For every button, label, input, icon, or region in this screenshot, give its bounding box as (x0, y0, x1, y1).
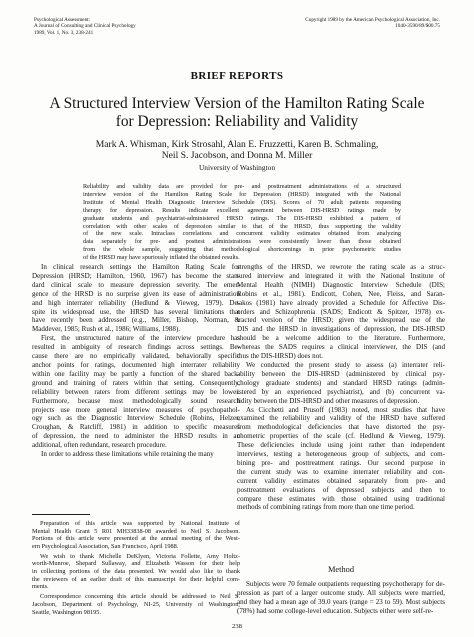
abstract (83, 183, 401, 262)
text-line: As Cicchetti and Prusoff (1983) noted, most studies that have (246, 405, 445, 414)
text-line: ogy such as the Diagnostic Interview Schedule (Robins, Helzer, (32, 414, 240, 423)
footnote-line: ern Psychological Association, San Francisco, April 1988. (32, 542, 179, 550)
text-line: Robins et al., 1981). Endicott, Cohen, Nee, Fleiss, and Saran- (237, 289, 445, 298)
text-line: resulted in ambiguity of research findings across settings. Be- (32, 343, 240, 352)
copyright-line: Copyright 1989 by the American Psychological Association, Inc. (305, 17, 440, 23)
footnote-line: Seattle, Washington 98195. (32, 608, 101, 616)
copyright-notice (220, 17, 440, 30)
text-line: spite its widespread use, the HRSD has several limitations that (32, 307, 240, 316)
abstract-line: interview version of the Hamilton Rating Scale for Depression (HRSD) integrated with the National (83, 190, 401, 198)
text-line: dard clinical scale to measure depression severity. The emer- (32, 280, 240, 289)
abstract-line: therapy for depression. Results indicate excellent agreement between DIS-HRSD ratings made by (83, 206, 401, 214)
text-line: Depression (HRSD; Hamilton, 1960, 1967) has become the stan- (32, 271, 240, 280)
footnote-rule (32, 514, 90, 515)
footnote-line: Jacobson, Department of Psychology, NI-25, University of Washington, (32, 600, 240, 608)
text-line: takos (1981) have already provided a Schedule for Affective Dis- (237, 298, 445, 307)
text-line: tracted version of the HRSD; given the widespread use of the (237, 316, 445, 325)
abstract-line: Institute of Mental Health Diagnostic Interview Schedule (DIS). Scores of 70 adult patients requesting (83, 198, 401, 206)
footnote-line: Portions of this article were presented at the annual meeting of the West- (32, 535, 240, 543)
text-line: thus the DIS-HRSD) does not. (237, 352, 323, 361)
footnote-line: in collecting portions of the data presented. We would also like to thank (32, 568, 240, 576)
text-line: ground and training of raters within that setting. Consequently, (32, 378, 240, 387)
text-line: projects use more general interview measures of psychopathol- (32, 405, 240, 414)
text-line: interviews, testing a heterogeneous group of subjects, and com- (237, 450, 445, 459)
author-line: Neil S. Jacobson, and Donna M. Miller (161, 149, 313, 161)
author-line: Mark A. Whisman, Kirk Strosahl, Alan E. Fruzzetti, Karen B. Schmaling, (95, 139, 379, 150)
text-line: current validity estimates obtained separately from pre- and (237, 476, 445, 485)
text-line: Mental Health (NIMH) Diagnostic Interview Schedule (DIS; (237, 280, 445, 289)
text-line: examined the reliability and validity of the HRSD have suffered (237, 414, 445, 423)
text-line: additional, often redundant, research procedure. (32, 441, 167, 450)
text-line: In clinical research settings the Hamilton Rating Scale for (41, 263, 240, 271)
text-line: whereas the SADS requires a clinical interviewer, the DIS (and (237, 343, 445, 352)
text-line: chometric properties of the scale (cf. Hedlund & Vieweg, 1979). (237, 432, 445, 441)
text-line: orders and Schizophrenia (SADS; Endicott & Spitzer, 1978) ex- (237, 307, 445, 316)
text-line: have recently been addressed (e.g., Miller, Bishop, Norman, & (32, 316, 240, 325)
abstract-line: graduate students and psychiatrist-administered HRSD ratings. The DIS-HRSD exhibited a pattern of (83, 214, 401, 222)
page-number: 238 (232, 623, 242, 630)
text-line: methods of combining ratings from more than one time period. (237, 503, 415, 512)
text-line: from methodological deficiencies that have distorted the psy- (237, 423, 445, 432)
text-line: Croughan, & Ratcliff, 1981) in addition to specific measures (32, 423, 240, 432)
text-line: and they had a mean age of 39.0 years (range = 23 to 59). Most subjects (237, 597, 445, 606)
text-line: and high interrater reliability (Hedlund & Vieweg, 1979). De- (32, 298, 240, 307)
abstract-line: of the HRSD may have spuriously inflated the obtained results. (83, 254, 240, 262)
text-line: Furthermore, because most methodologically sound research (32, 396, 240, 405)
text-line: We conducted the present study to assess (a) interrater reli- (246, 360, 445, 369)
article-title (40, 95, 434, 130)
footnote-line: ments. (32, 583, 49, 591)
text-line: First, the unstructured nature of the interview procedure has (41, 334, 240, 343)
author-list (40, 140, 434, 161)
text-line: cause there are no empirically validated, behaviorally specific (32, 352, 240, 361)
text-line: should be a welcome addition to the literature. Furthermore, (237, 334, 445, 343)
abstract-line: Reliability and validity data are provided for pre- and posttreatment administrations of a structured (83, 183, 401, 190)
title-line: for Depression: Reliability and Validity (115, 112, 359, 130)
text-line: of depression, the need to administer the HRSD results in an (32, 432, 240, 441)
method-heading: Method (327, 565, 355, 574)
text-line: bining pre- and posttreatment ratings. Our second purpose in (237, 458, 445, 467)
abstract-line: data separately for pre- and posttest administrations were consistently lower than those obtained (83, 238, 401, 246)
text-line: anchor points for ratings, documented high interrater reliability (32, 360, 240, 369)
text-line: DIS and the HRSD in investigations of depression, the DIS-HRSD (237, 325, 445, 334)
text-line: In order to address these limitations while retaining the many (41, 450, 214, 459)
abstract-line: of the new scale. Intraclass correlations and concurrent validity estimates obtained from analyzing (83, 230, 401, 238)
text-line: the current study was to examine interrater reliability and con- (237, 467, 445, 476)
journal-line: 1989, Vol. 1, No. 3, 238-241 (34, 29, 94, 36)
journal-line: Psychological Assessment: (34, 17, 91, 23)
text-line: posttreatment evaluations of depressed subjects and then to (237, 485, 445, 494)
text-line: reliability between raters from different settings may be lower. (32, 387, 240, 396)
text-line: (78%) had some college-level education. Subjects either were self-re- (237, 606, 434, 615)
text-line: chology graduate students) and standard HRSD ratings (admin- (237, 378, 445, 387)
footnote-line: Correspondence concerning this article should be addressed to Neil S. (40, 593, 240, 601)
copyright-line: 1040-3590/89/$00.75 (395, 23, 440, 30)
footnote-line: Preparation of this article was supported by National Institute of (40, 520, 240, 527)
text-line: These deficiencies include using joint rather than independent (237, 441, 445, 450)
left-column-text (32, 263, 240, 459)
footnote-line: Mental Health Grant 5 R01 MH33838-08 awarded to Neil S. Jacobson. (32, 527, 240, 535)
affiliation: University of Washington (198, 163, 276, 172)
text-line: Maddever, 1985; Rush et al., 1986; Williams, 1988). (32, 325, 181, 334)
text-line: istered by an experienced psychiatrist), and (b) concurrent va- (237, 387, 445, 396)
title-line: A Structured Interview Version of the Hamilton Rating Scale (49, 95, 425, 112)
abstract-line: correlation with other scales of depression similar to that of the HRSD, thus supporting the validity (83, 222, 401, 230)
section-heading: BRIEF REPORTS (190, 70, 284, 82)
journal-line: A Journal of Consulting and Clinical Psychology (34, 23, 136, 30)
text-line: Subjects were 70 female outpatients requesting psychotherapy for de- (246, 580, 445, 588)
footnote-line: We wish to thank Michelle DeKlyen, Victoria Follette, Amy Holtz- (40, 552, 240, 560)
footnote-line: the reviewers of an earlier draft of this manuscript for their helpful com- (32, 575, 240, 583)
text-line: within one facility may be partly a function of the shared back- (32, 369, 240, 378)
text-line: compare these estimates with those obtained using traditional (237, 494, 445, 503)
text-line: gence of the HRSD is no surprise given its ease of administration (32, 289, 240, 298)
text-line: strengths of the HRSD, we rewrote the rating scale as a struc- (237, 263, 445, 271)
footnotes (32, 520, 240, 616)
text-line: ability between the DIS-HRSD (administered by clinical psy- (237, 369, 445, 378)
abstract-line: from the whole sample, suggesting that methodological shortcomings in prior psychometric studies (83, 246, 401, 254)
footnote-line: worth-Munroe, Shepard Sullaway, and Elizabeth Wasson for their help (32, 560, 240, 568)
journal-citation (34, 17, 234, 36)
text-line: tured interview and integrated it with the National Institute of (237, 271, 445, 280)
right-column-text (237, 263, 445, 512)
method-text (237, 580, 445, 616)
text-line: pression as part of a larger outcome study. All subjects were married, (237, 588, 445, 597)
text-line: lidity between the DIS-HRSD and other measures of depression. (237, 396, 420, 405)
